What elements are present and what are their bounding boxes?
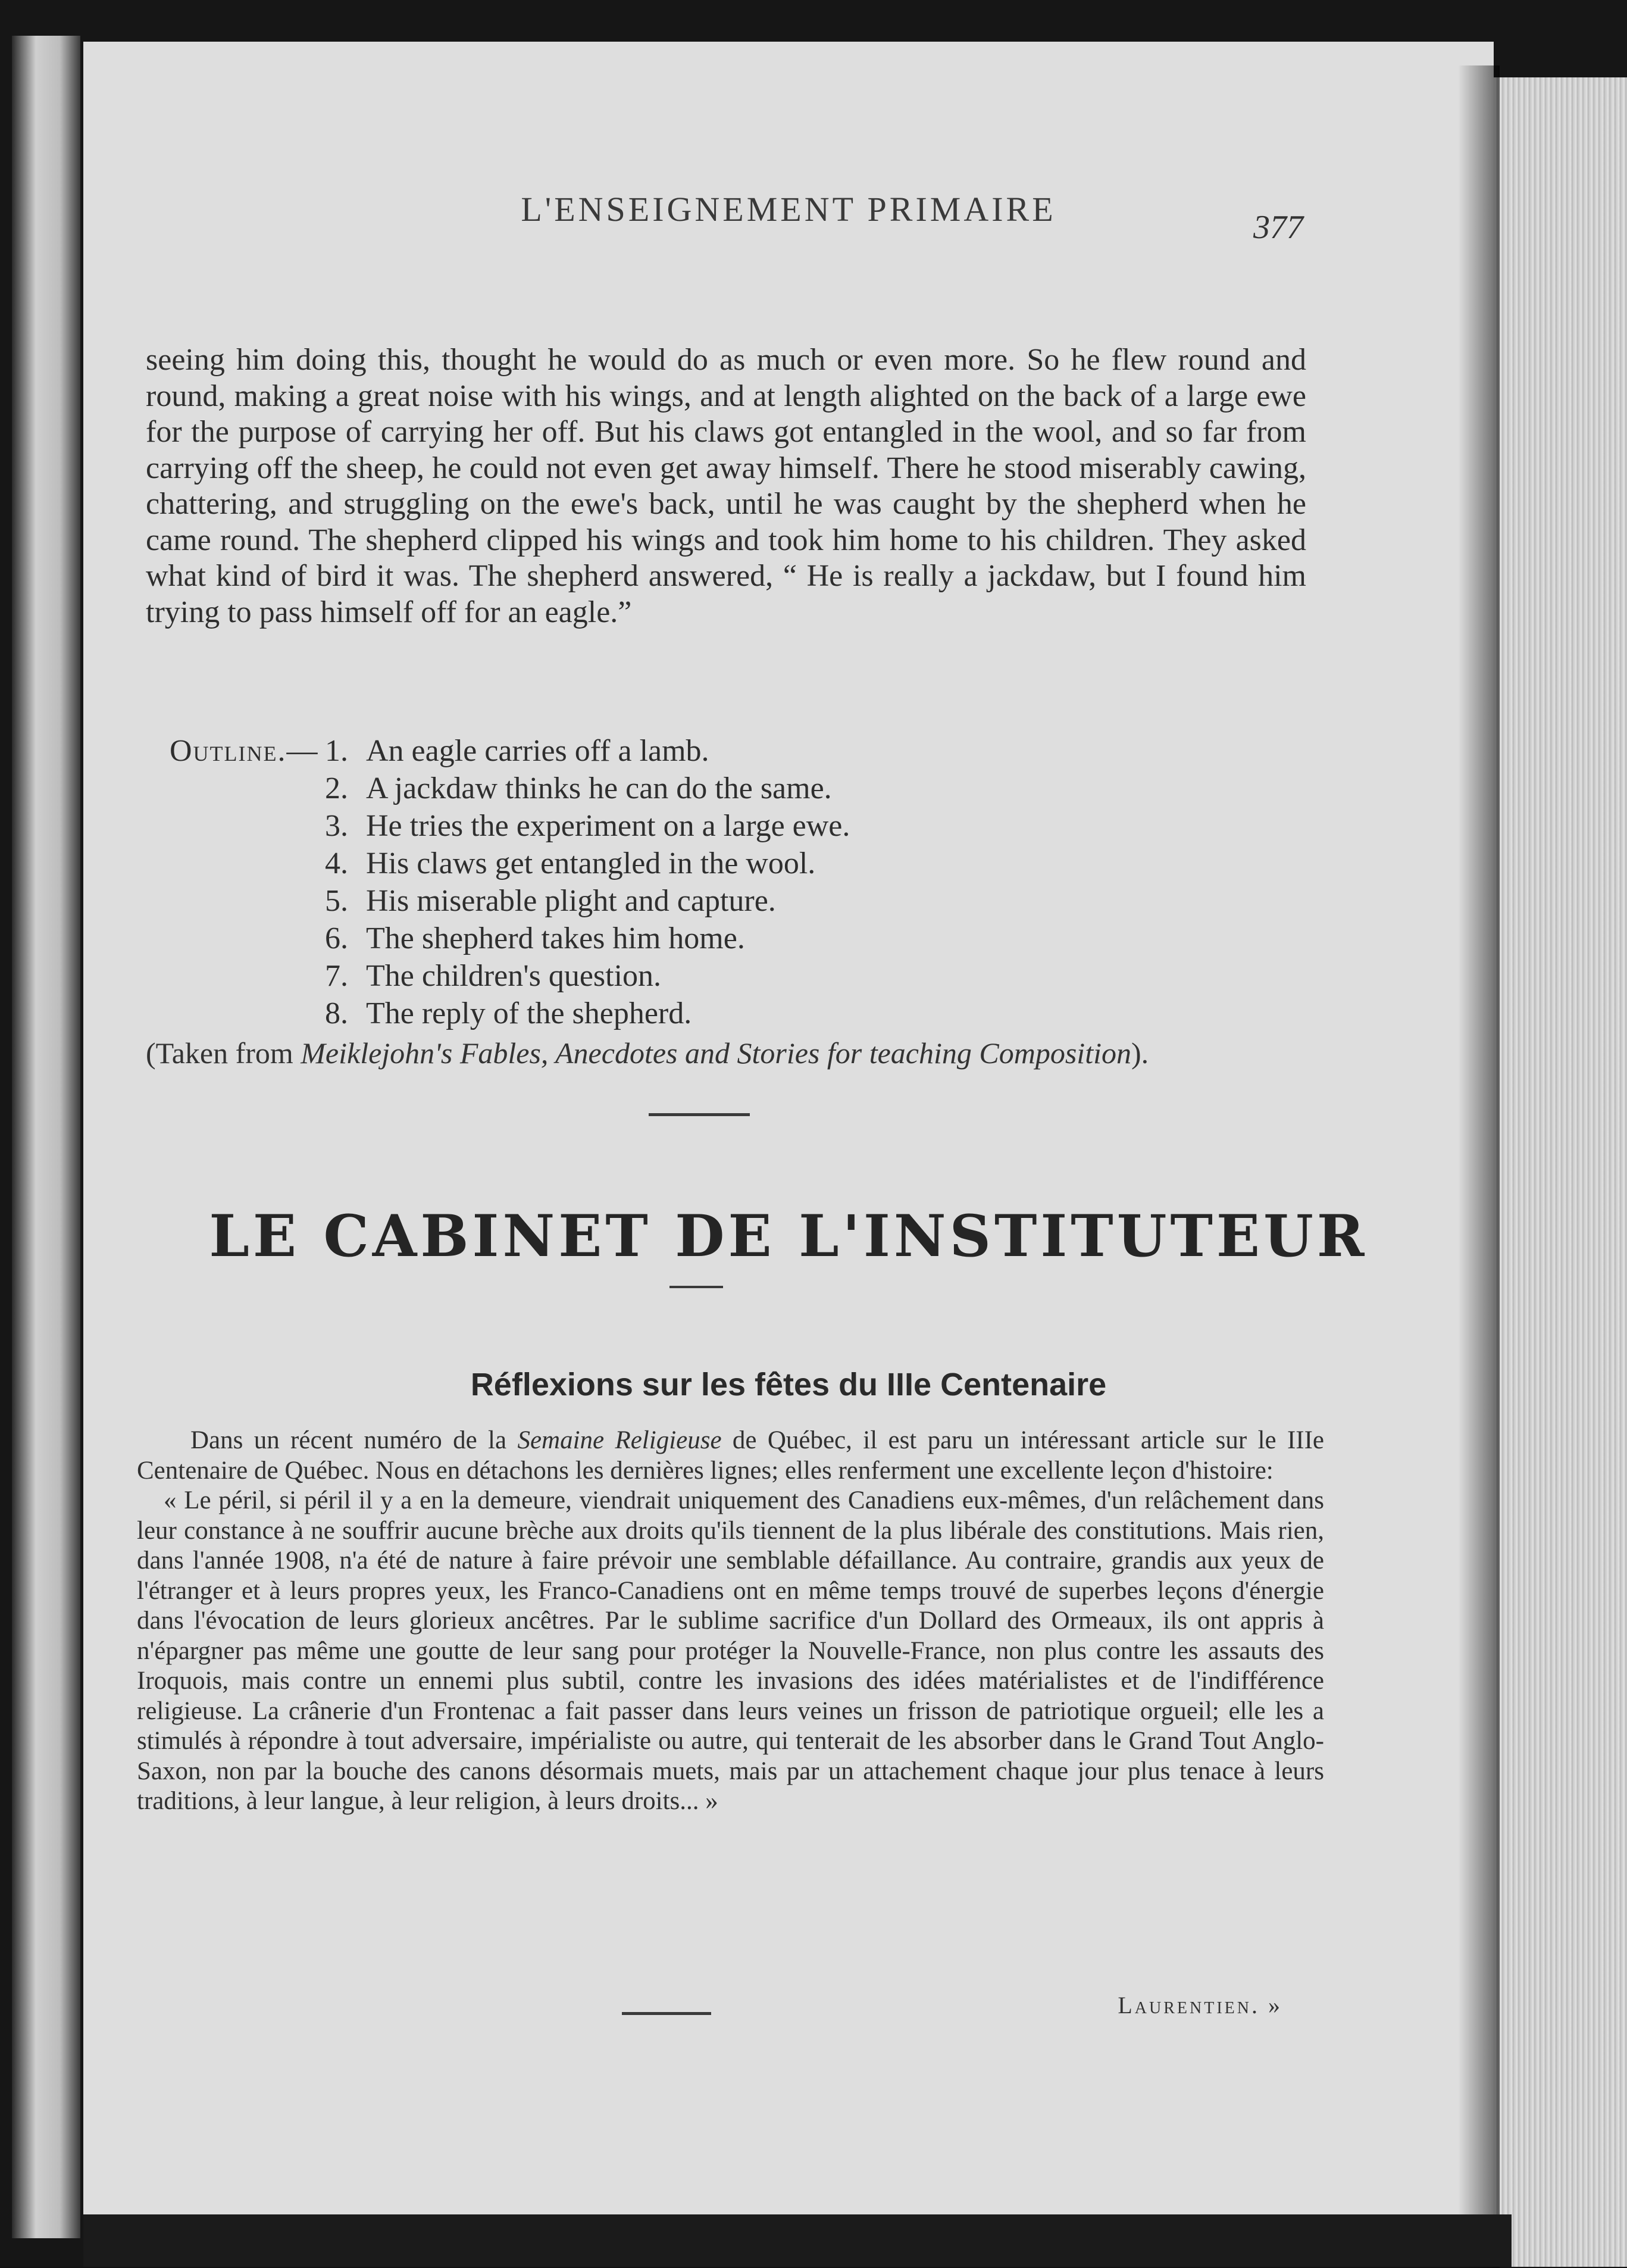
outline-text: The children's question.	[366, 959, 662, 993]
fable-text	[146, 342, 1306, 630]
section-divider	[649, 1113, 750, 1116]
fable-paragraph: seeing him doing this, thought he would do as much or even more. So he flew round and round, making a great noise with his wings, and at length alighted on the back of a large ewe for the purpose of carrying her off. But his claws got entangled in the wool, and so far from carrying off the sheep, he could not even get away himself. There he stood miserably cawing, chattering, and struggling on the ewe's back, until he was caught by the shepherd when he came round. The shepherd clipped his wings and took him home to his children. They asked what kind of bird it was. The shepherd answered, “ He is really a jackdaw, but I found him trying to pass himself off for an eagle.”	[146, 343, 1306, 629]
intro-text-after: de Québec, il est paru un intéressant article sur le IIIe Centenaire de Québec. Nous en détachons les dernières lignes; elles renferment une excellente leçon d'histoire:	[137, 1426, 1324, 1485]
citation-suffix: ).	[1131, 1036, 1149, 1070]
outline-item	[289, 807, 1181, 845]
outline-item	[289, 732, 1181, 770]
outline-number: 7.	[325, 959, 348, 993]
page-gutter-shadow	[1458, 65, 1500, 2268]
outline-item	[289, 770, 1181, 807]
outline-number: 4.	[325, 846, 348, 880]
publication-name: Semaine Religieuse	[517, 1426, 722, 1454]
outline-item	[289, 845, 1181, 882]
page-stack-edge	[1494, 77, 1627, 2267]
intro-text-before: Dans un récent numéro de la	[190, 1426, 518, 1454]
fable-outline	[170, 732, 1181, 1032]
outline-text: The reply of the shepherd.	[366, 996, 692, 1030]
closing-divider	[622, 2012, 711, 2015]
outline-number: 2.	[325, 771, 348, 805]
outline-item	[289, 957, 1181, 995]
previous-page-edge	[12, 36, 80, 2238]
citation-prefix: (Taken from	[146, 1036, 301, 1070]
section-title: LE CABINET DE L'INSTITUTEUR	[209, 1202, 1368, 1270]
outline-item	[289, 882, 1181, 920]
outline-text: His claws get entangled in the wool.	[366, 846, 816, 880]
title-divider	[669, 1286, 723, 1288]
outline-text: The shepherd takes him home.	[366, 921, 745, 955]
outline-text: His miserable plight and capture.	[366, 884, 776, 918]
article-body	[137, 1426, 1324, 1817]
article-title: Réflexions sur les fêtes du IIIe Centenaire	[470, 1367, 1107, 1402]
article-intro	[137, 1426, 1324, 1486]
fable-source-citation	[146, 1036, 1306, 1070]
outline-number: 1.	[325, 734, 348, 768]
running-head: L'ENSEIGNEMENT PRIMAIRE	[521, 190, 1056, 229]
outline-label: Outline.—	[170, 734, 319, 768]
outline-number: 3.	[325, 809, 348, 843]
outline-text: A jackdaw thinks he can do the same.	[366, 771, 832, 805]
citation-book-title: Meiklejohn's Fables, Anecdotes and Stories for teaching Composition	[301, 1036, 1131, 1070]
outline-text: He tries the experiment on a large ewe.	[366, 809, 850, 843]
article-quote: « Le péril, si péril il y a en la demeure, viendrait uniquement des Canadiens eux-mêmes, d'un relâchement dans leur constance à ne souffrir aucune brèche aux droits qu'ils tiennent de la plus libérale des constitutions. Mais rien, dans l'année 1908, n'a été de nature à faire prévoir une semblable défaillance. Au contraire, grandis aux yeux de l'étranger et à leurs propres yeux, les Franco-Canadiens ont en même temps trouvé de superbes leçons d'énergie dans l'évocation de leurs glorieux ancêtres. Par le sublime sacrifice d'un Dollard des Ormeaux, ils ont appris à n'épargner pas même une goutte de leur sang pour protéger la Nouvelle-France, non plus contre les assauts des Iroquois, mais contre un ennemi plus subtil, contre les invasions des idées matérialistes et de l'indifférence religieuse. La crânerie d'un Frontenac a fait passer dans leurs veines un frisson de patriotique orgueil; elle les a stimulés à répondre à tout adversaire, impérialiste ou autre, qui tenterait de les absorber dans le Grand Tout Anglo-Saxon, non par la bouche des canons désormais muets, mais par un attachement chaque jour plus tenace à leurs traditions, à leur langue, à leur religion, à leurs droits... »	[137, 1486, 1324, 1815]
outline-item	[289, 920, 1181, 957]
book-page	[83, 42, 1494, 2214]
outline-number: 5.	[325, 884, 348, 918]
article-signature: Laurentien. »	[1118, 1992, 1282, 2019]
outline-number: 8.	[325, 996, 348, 1030]
outline-item	[289, 995, 1181, 1032]
outline-text: An eagle carries off a lamb.	[366, 734, 709, 768]
bottom-edge-shadow	[83, 2214, 1512, 2267]
page-number: 377	[1253, 209, 1303, 246]
outline-number: 6.	[325, 921, 348, 955]
